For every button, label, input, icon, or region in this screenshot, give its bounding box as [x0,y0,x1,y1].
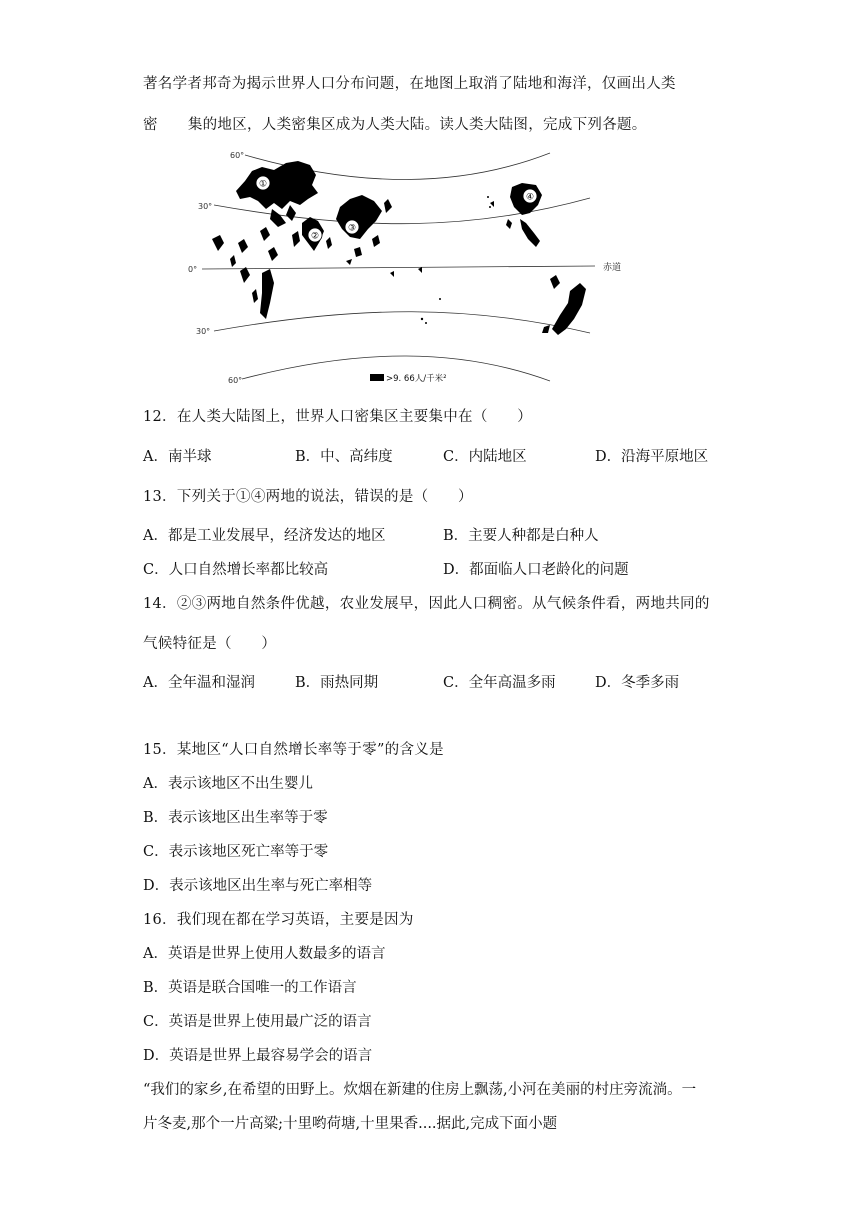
svg-text:②: ② [310,231,320,242]
svg-text:④: ④ [525,192,535,203]
question-12-option-c: C．内陆地区 [443,449,527,465]
question-14-option-c: C．全年高温多雨 [443,675,556,691]
lat-label-60n: 60° [230,151,245,160]
marker-4 [523,189,537,203]
dense-area-east-asia [336,195,394,277]
dense-area-south-america [418,267,586,335]
svg-text:①: ① [258,179,268,190]
legend-label: >9. 66人/千米² [386,374,447,384]
passage-line-1: “我们的家乡,在希望的田野上。炊烟在新建的住房上飘荡,小河在美丽的村庄旁流淌。一 [143,1082,697,1098]
question-15-option-a: A．表示该地区不出生婴儿 [143,776,313,792]
legend-swatch [370,374,384,381]
lat-label-0: 0° [188,265,198,274]
question-16-option-c: C．英语是世界上使用最广泛的语言 [143,1014,372,1030]
lat-line-30s [214,312,590,333]
question-14-option-a: A．全年温和湿润 [143,675,255,691]
svg-text:③: ③ [347,223,357,234]
dense-area-islands [421,196,491,324]
question-13-stem: 13．下列关于①④两地的说法，错误的是（ ） [143,489,473,505]
dense-area-europe [236,161,318,227]
marker-2 [308,228,322,242]
human-continent-map [188,143,622,391]
question-12-stem: 12．在人类大陆图上，世界人口密集区主要集中在（ ） [143,409,533,425]
question-13-option-c: C．人口自然增长率都比较高 [143,562,329,578]
question-12-option-d: D．沿海平原地区 [595,449,709,465]
question-15-option-b: B．表示该地区出生率等于零 [143,810,328,826]
lat-label-60s: 60° [228,376,243,385]
question-16-option-b: B．英语是联合国唯一的工作语言 [143,980,357,996]
lat-label-30s: 30° [196,327,211,336]
passage-line-2: 片冬麦,那个一片高粱;十里哟荷塘,十里果香....据此,完成下面小题 [143,1116,558,1132]
question-16-option-d: D．英语是世界上最容易学会的语言 [143,1048,373,1064]
question-13-option-b: B．主要人种都是白种人 [443,528,599,544]
question-15-option-d: D．表示该地区出生率与死亡率相等 [143,878,373,894]
question-12-option-a: A．南半球 [143,449,212,465]
question-13-option-a: A．都是工业发展早，经济发达的地区 [143,528,386,544]
dense-area-africa [212,227,278,319]
marker-3 [345,220,359,234]
marker-1 [256,176,270,190]
question-12-option-b: B．中、高纬度 [295,449,393,465]
question-13-option-d: D．都面临人口老龄化的问题 [443,562,629,578]
lat-line-equator [202,266,595,269]
equator-label: 赤道 [603,263,622,273]
question-16-option-a: A．英语是世界上使用人数最多的语言 [143,946,386,962]
intro-line-2-rest: 集的地区，人类密集区成为人类大陆。读人类大陆图，完成下列各题。 [187,117,647,133]
question-16-stem: 16．我们现在都在学习英语，主要是因为 [143,912,414,928]
question-14-stem-line-2: 气候特征是（ ） [143,636,277,652]
question-14-option-b: B．雨热同期 [295,675,379,691]
intro-line-2 [143,113,647,134]
question-14-stem-line-1: 14．②③两地自然条件优越，农业发展早，因此人口稠密。从气候条件看，两地共同的 [143,596,710,612]
question-15-option-c: C．表示该地区死亡率等于零 [143,844,329,860]
question-14-option-d: D．冬季多雨 [595,675,680,691]
question-15-stem: 15．某地区“人口自然增长率等于零”的含义是 [143,742,444,758]
intro-line-2-start: 密 [143,117,158,133]
intro-line-1: 著名学者邦奇为揭示世界人口分布问题，在地图上取消了陆地和海洋，仅画出人类 [143,76,676,92]
lat-label-30n: 30° [198,202,213,211]
